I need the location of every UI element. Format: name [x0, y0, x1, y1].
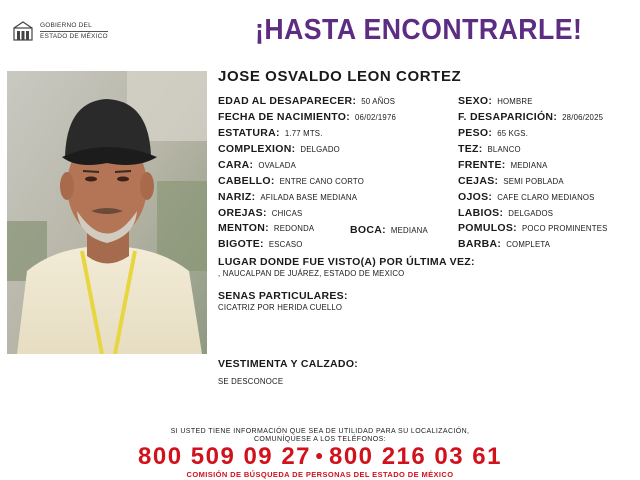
field-orejas	[218, 207, 302, 220]
field-boca	[350, 224, 428, 237]
field-value: MEDIANA	[390, 226, 428, 235]
field-value: CHICAS	[271, 209, 303, 218]
field-sexo	[458, 95, 533, 108]
field-bigote	[218, 238, 303, 251]
field-label: OREJAS:	[218, 207, 267, 219]
field-label: CARA:	[218, 159, 254, 171]
gobierno-logo	[12, 20, 108, 42]
block-lugar	[218, 256, 475, 280]
footer-note-line1: SI USTED TIENE INFORMACIÓN QUE SEA DE UTILIDAD PARA SU LOCALIZACIÓN,	[170, 428, 470, 435]
commission-name: COMISIÓN DE BÚSQUEDA DE PERSONAS DEL ESTADO DE MÉXICO	[186, 470, 454, 479]
field-value: HOMBRE	[497, 97, 533, 106]
phone-1: 800 509 09 27	[138, 443, 312, 470]
field-value: SEMI POBLADA	[503, 177, 564, 186]
field-label: CEJAS:	[458, 175, 499, 187]
block-vestimenta	[218, 358, 358, 388]
block-value: CICATRIZ POR HERIDA CUELLO	[218, 303, 343, 312]
field-value: POCO PROMINENTES	[521, 224, 608, 233]
field-cabello	[218, 175, 364, 188]
field-value: MEDIANA	[510, 161, 548, 170]
field-label: COMPLEXION:	[218, 143, 296, 155]
field-value: BLANCO	[487, 145, 521, 154]
field-value: ESCASO	[268, 240, 303, 249]
person-name: JOSE OSVALDO LEON CORTEZ	[218, 68, 462, 85]
field-cara	[218, 159, 296, 172]
field-barba	[458, 238, 550, 251]
field-label: PESO:	[458, 127, 493, 139]
field-value: 1.77 MTS.	[284, 129, 323, 138]
field-cejas	[458, 175, 564, 188]
field-value: OVALADA	[258, 161, 296, 170]
phone-2: 800 216 03 61	[328, 443, 502, 470]
block-value: SE DESCONOCE	[218, 377, 284, 386]
logo-line1: GOBIERNO DEL	[40, 22, 108, 32]
bullet-icon: ●	[315, 446, 325, 463]
field-tez	[458, 143, 521, 156]
field-value: REDONDA	[273, 224, 315, 233]
field-value: 06/02/1976	[355, 113, 397, 122]
field-value: COMPLETA	[506, 240, 551, 249]
field-peso	[458, 127, 528, 140]
field-label: BOCA:	[350, 224, 386, 236]
field-label: EDAD AL DESAPARECER:	[218, 95, 357, 107]
person-photo	[7, 71, 207, 354]
field-f-desaparicion	[458, 111, 603, 124]
field-label: TEZ:	[458, 143, 483, 155]
field-value: 50 AÑOS	[361, 97, 396, 106]
field-label: FECHA DE NACIMIENTO:	[218, 111, 350, 123]
field-frente	[458, 159, 548, 172]
field-value: 65 KGS.	[497, 129, 529, 138]
block-value: , NAUCALPAN DE JUÁREZ, ESTADO DE MEXICO	[218, 269, 405, 278]
field-label: OJOS:	[458, 191, 493, 203]
field-label: FRENTE:	[458, 159, 506, 171]
block-label: VESTIMENTA Y CALZADO:	[218, 358, 359, 370]
field-label: CABELLO:	[218, 175, 275, 187]
field-fecha-nacimiento	[218, 111, 396, 124]
field-label: MENTON:	[218, 222, 269, 234]
field-complexion	[218, 143, 340, 156]
field-label: SEXO:	[458, 95, 493, 107]
phone-numbers	[0, 443, 640, 471]
field-value: CAFE CLARO MEDIANOS	[497, 193, 595, 202]
field-label: POMULOS:	[458, 222, 517, 234]
field-label: BARBA:	[458, 238, 502, 250]
footer-note-line2: COMUNÍQUESE A LOS TELÉFONOS:	[253, 436, 387, 443]
field-value: AFILADA BASE MEDIANA	[260, 193, 358, 202]
field-label: ESTATURA:	[218, 127, 280, 139]
field-nariz	[218, 191, 357, 204]
field-label: BIGOTE:	[218, 238, 264, 250]
logo-text	[40, 22, 108, 41]
block-senas	[218, 290, 348, 314]
field-value: DELGADO	[300, 145, 340, 154]
field-label: F. DESAPARICIÓN:	[458, 111, 558, 123]
block-label: LUGAR DONDE FUE VISTO(A) POR ÚLTIMA VEZ:	[218, 256, 475, 268]
field-ojos	[458, 191, 595, 204]
field-menton	[218, 222, 314, 235]
logo-line2: ESTADO DE MÉXICO	[40, 32, 108, 40]
field-label: LABIOS:	[458, 207, 504, 219]
block-label: SENAS PARTICULARES:	[218, 290, 348, 302]
field-value: ENTRE CANO CORTO	[279, 177, 365, 186]
state-emblem-icon	[12, 20, 34, 42]
field-label: NARIZ:	[218, 191, 256, 203]
field-edad	[218, 95, 395, 108]
field-value: DELGADOS	[508, 209, 554, 218]
field-pomulos	[458, 222, 608, 235]
field-labios	[458, 207, 553, 220]
headline: ¡HASTA ENCONTRARLE!	[255, 14, 583, 46]
field-value: 28/06/2025	[562, 113, 604, 122]
field-estatura	[218, 127, 323, 140]
